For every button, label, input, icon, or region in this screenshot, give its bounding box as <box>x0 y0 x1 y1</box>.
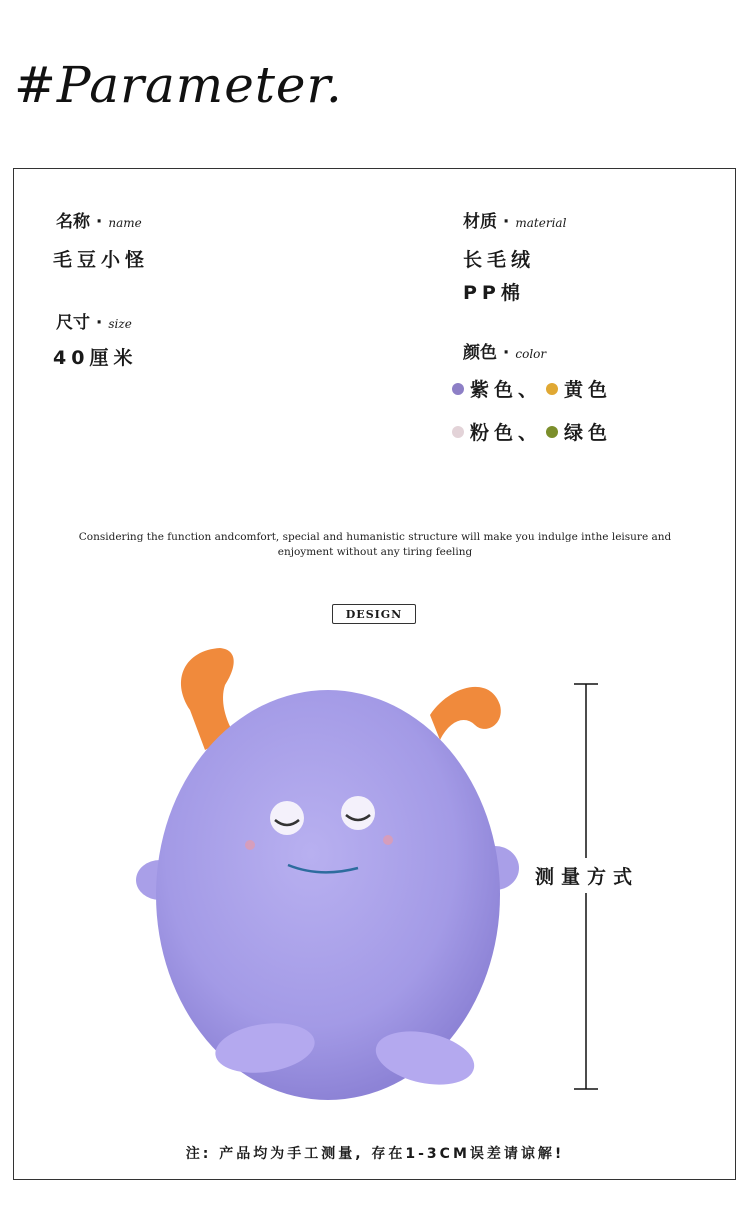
size-label <box>56 308 132 333</box>
plush-monster-illustration <box>130 640 530 1100</box>
name-value: 毛豆小怪 <box>53 249 150 271</box>
page-title: #Parameter. <box>14 56 343 114</box>
color-purple: 紫色、 <box>470 379 543 401</box>
material-label-cn: 材质 · <box>463 212 510 232</box>
material-value-1: 长毛绒 <box>463 249 536 271</box>
footnote: 注: 产品均为手工测量, 存在1-3CM误差请谅解! <box>185 1146 565 1162</box>
yellow-swatch <box>546 383 558 395</box>
right-horn <box>430 687 501 740</box>
size-label-cn: 尺寸 · <box>56 313 103 333</box>
purple-swatch <box>452 383 464 395</box>
monster-body <box>156 690 500 1100</box>
left-cheek <box>245 840 255 850</box>
name-label <box>56 207 142 232</box>
design-badge: DESIGN <box>332 604 416 624</box>
size-label-en: size <box>108 317 132 331</box>
color-label-en: color <box>515 347 547 361</box>
name-label-cn: 名称 · <box>56 212 103 232</box>
color-yellow: 黄色 <box>564 379 613 401</box>
material-label <box>463 207 566 232</box>
material-value-2: PP棉 <box>463 282 525 304</box>
name-label-en: name <box>108 216 142 230</box>
green-swatch <box>546 426 558 438</box>
measure-label: 测量方式 <box>535 858 639 893</box>
size-value: 40厘米 <box>53 347 138 369</box>
material-label-en: material <box>515 216 567 230</box>
color-row-1 <box>452 375 612 402</box>
color-label-cn: 颜色 · <box>463 343 510 363</box>
color-row-2 <box>452 418 612 445</box>
right-eye <box>341 796 375 830</box>
right-cheek <box>383 835 393 845</box>
tagline-text: Considering the function andcomfort, special and humanistic structure will make you indulge inthe leisure and enjoyment without any tiring feeling <box>78 531 672 558</box>
color-label <box>463 338 546 363</box>
color-green: 绿色 <box>564 422 613 444</box>
color-pink: 粉色、 <box>470 422 543 444</box>
pink-swatch <box>452 426 464 438</box>
left-eye <box>270 801 304 835</box>
